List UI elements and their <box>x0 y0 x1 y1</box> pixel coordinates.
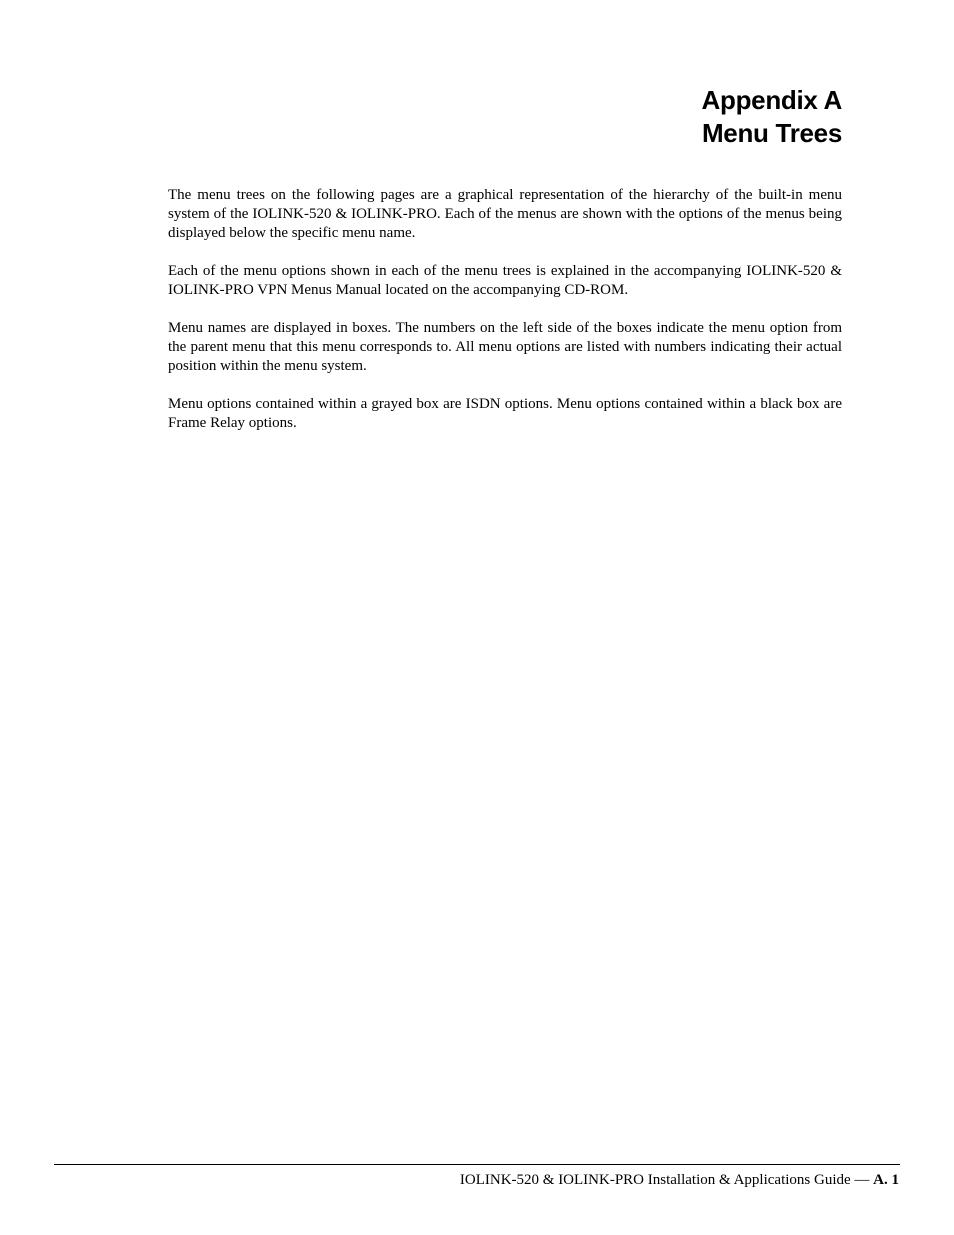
page-number: A. 1 <box>873 1172 899 1188</box>
page-footer <box>460 1172 899 1189</box>
intro-text <box>168 186 842 452</box>
appendix-subtitle: Menu Trees <box>701 118 842 148</box>
paragraph-isdn-frame-relay: Menu options contained within a grayed box are ISDN options. Menu options contained within a black box are Frame Relay options. <box>168 395 842 431</box>
footer-divider <box>54 1164 900 1165</box>
appendix-title: Appendix A <box>701 85 842 115</box>
paragraph-vpn-menus-manual: Each of the menu options shown in each of the menu trees is explained in the accompanying IOLINK-520 & IOLINK-PRO VPN Menus Manual located on the accompanying CD-ROM. <box>168 263 842 299</box>
paragraph-menu-trees-overview: The menu trees on the following pages are a graphical representation of the hierarchy of the built-in menu system of the IOLINK-520 & IOLINK-PRO. Each of the menus are shown with the options of the menus being displayed below the specific menu name. <box>168 187 842 242</box>
paragraph-menu-boxes: Menu names are displayed in boxes. The numbers on the left side of the boxes indicate the menu option from the parent menu that this menu corresponds to. All menu options are listed with numbers indicating their actual position within the menu system. <box>168 319 842 375</box>
footer-guide-title: IOLINK-520 & IOLINK-PRO Installation & Applications Guide — <box>459 1172 874 1188</box>
appendix-heading <box>702 84 842 150</box>
